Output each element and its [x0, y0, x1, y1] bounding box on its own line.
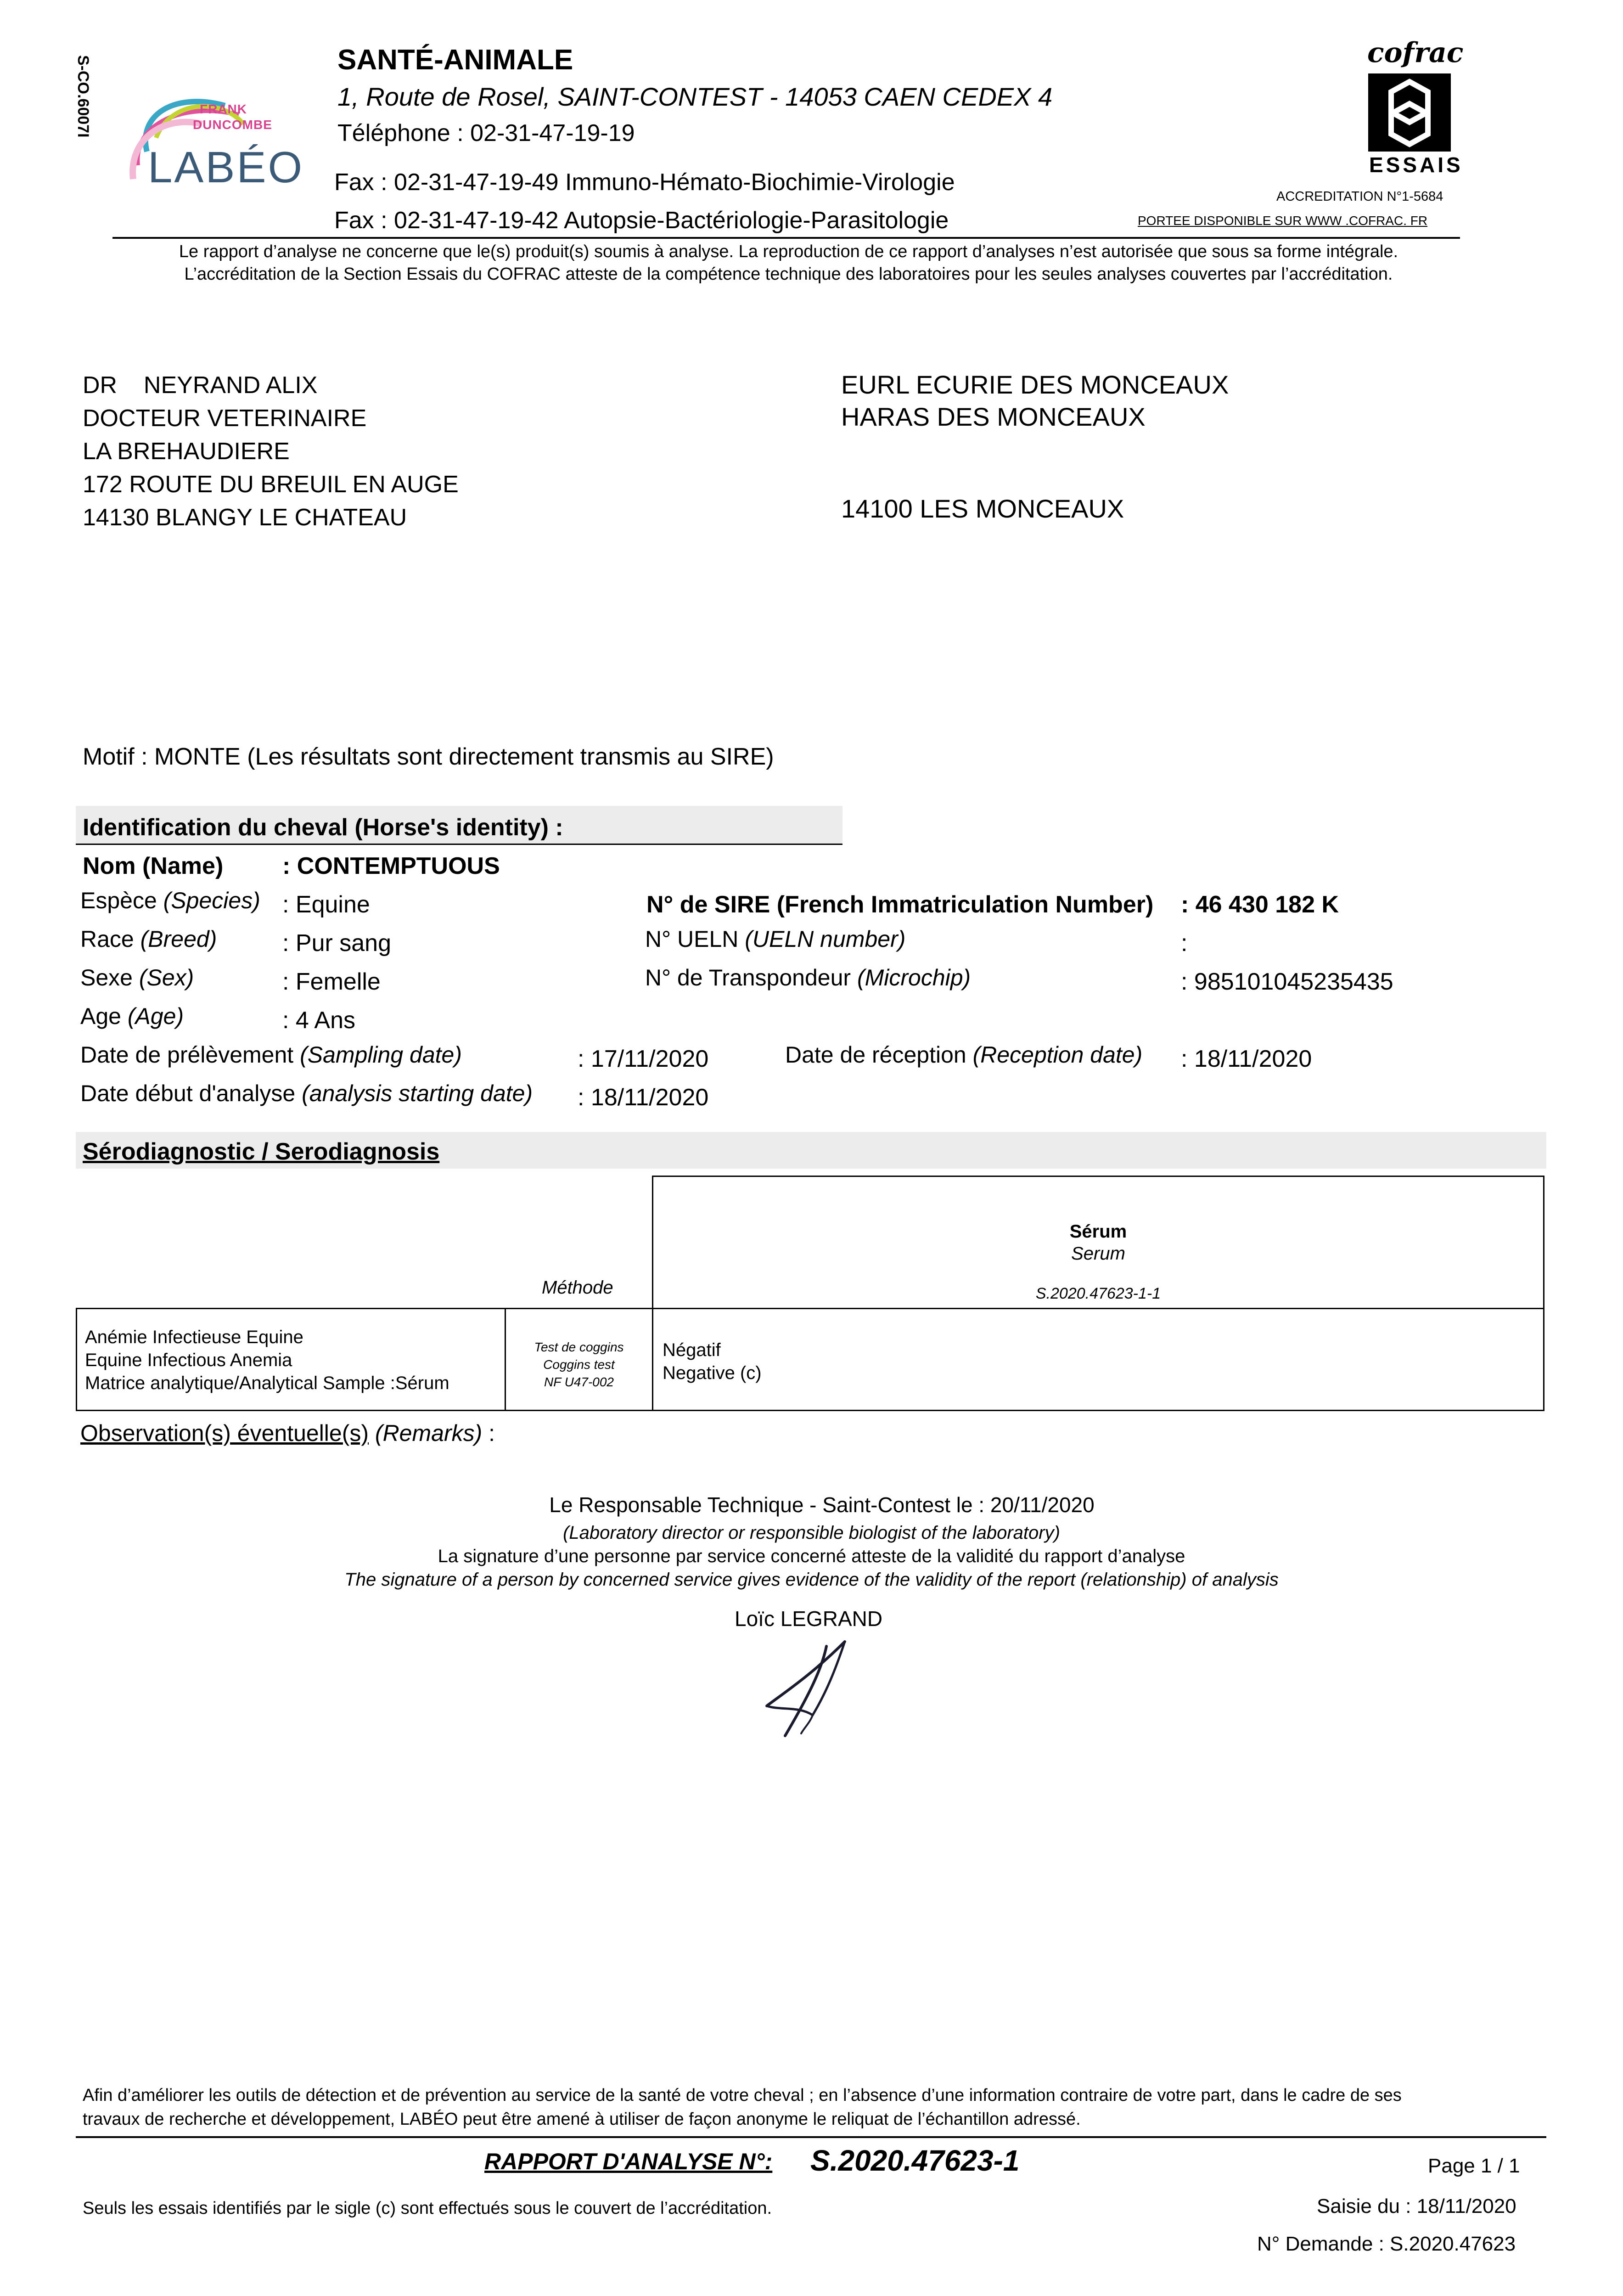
identification-heading: Identification du cheval (Horse's identity) :	[83, 814, 563, 841]
lab-name: SANTÉ-ANIMALE	[337, 44, 573, 76]
analysis-date-label-en: (analysis starting date)	[302, 1080, 533, 1106]
analysis-date-label-fr: Date début d'analyse	[80, 1080, 302, 1106]
sender-line: 172 ROUTE DU BREUIL EN AUGE	[83, 471, 459, 498]
sampling-date-label	[80, 1041, 462, 1068]
sample-id: S.2020.47623-1-1	[1035, 1285, 1161, 1302]
method-name-fr: Test de coggins	[534, 1340, 624, 1354]
serum-header: Sérum	[1069, 1221, 1127, 1242]
breed-label	[80, 926, 217, 952]
accreditation-number: ACCREDITATION N°1-5684	[1276, 189, 1443, 204]
analysis-date-value: : 18/11/2020	[578, 1084, 709, 1111]
breed-label-en: (Breed)	[140, 926, 217, 952]
sender-line: LA BREHAUDIERE	[83, 438, 290, 465]
saisie-date: Saisie du : 18/11/2020	[1317, 2195, 1516, 2217]
method-header: Méthode	[542, 1277, 613, 1298]
sampling-date-label-en: (Sampling date)	[300, 1042, 462, 1068]
transponder-value: : 985101045235435	[1181, 968, 1393, 995]
result-fr: Négatif	[663, 1340, 721, 1360]
recipient-line: 14100 LES MONCEAUX	[841, 494, 1124, 523]
disclaimer-line-1: Le rapport d’analyse ne concerne que le(s) produit(s) soumis à analyse. La reproduction de ce rapport d’analyses n’est autorisée que sous sa forme intégrale.	[179, 242, 1398, 261]
remarks-colon: :	[482, 1420, 495, 1446]
sire-label: N° de SIRE (French Immatriculation Number)	[646, 891, 1154, 918]
cofrac-logo	[1359, 37, 1464, 179]
signature-responsible-en: (Laboratory director or responsible biologist of the laboratory)	[563, 1523, 1060, 1543]
remarks-label-en: (Remarks)	[369, 1420, 483, 1446]
reception-date-label-fr: Date de réception	[785, 1042, 973, 1068]
method-name-en: Coggins test	[543, 1357, 615, 1372]
transponder-label-fr: N° de Transpondeur	[645, 965, 857, 990]
sex-label	[80, 964, 194, 991]
sex-label-fr: Sexe	[80, 965, 139, 990]
analysis-name-en: Equine Infectious Anemia	[85, 1350, 292, 1370]
reception-date-label-en: (Reception date)	[972, 1042, 1143, 1068]
method-standard: NF U47-002	[544, 1375, 614, 1389]
disclaimer-line-2: L’accréditation de la Section Essais du COFRAC atteste de la compétence technique des laboratoires pour les seules analyses couvertes par l’accréditation.	[184, 264, 1393, 284]
sender-line: DR NEYRAND ALIX	[83, 372, 318, 399]
breed-value: : Pur sang	[282, 930, 392, 957]
signature-validity-en: The signature of a person by concerned service gives evidence of the validity of the report (relationship) of analysis	[344, 1570, 1279, 1590]
analysis-name-fr: Anémie Infectieuse Equine	[85, 1327, 303, 1347]
sampling-date-value: : 17/11/2020	[578, 1046, 709, 1072]
remarks-label: Observation(s) éventuelle(s)	[80, 1420, 369, 1446]
analysis-matrix: Matrice analytique/Analytical Sample :Sérum	[85, 1373, 449, 1393]
report-number: S.2020.47623-1	[810, 2144, 1020, 2177]
sex-label-en: (Sex)	[139, 965, 194, 990]
identification-header-underline	[76, 844, 842, 845]
recipient-line: HARAS DES MONCEAUX	[841, 402, 1146, 431]
cofrac-word: cofrac	[1367, 37, 1464, 69]
recipient-line: EURL ECURIE DES MONCEAUX	[841, 370, 1229, 399]
cofrac-portee-link[interactable]: PORTEE DISPONIBLE SUR WWW .COFRAC. FR	[1138, 214, 1428, 228]
footer-notice-line-2: travaux de recherche et développement, LABÉO peut être amené à utiliser de façon anonyme le reliquat de l’échantillon adressé.	[83, 2110, 1081, 2129]
signatory-name: Loïc LEGRAND	[735, 1607, 883, 1631]
reception-date-label	[785, 1041, 1142, 1068]
analysis-date-label	[80, 1080, 533, 1107]
lab-fax-1: Fax : 02-31-47-19-49 Immuno-Hémato-Biochimie-Virologie	[334, 169, 955, 196]
accreditation-note: Seuls les essais identifiés par le sigle (c) sont effectués sous le couvert de l’accréditation.	[83, 2199, 772, 2218]
species-label-fr: Espèce	[80, 888, 163, 913]
demande-number: N° Demande : S.2020.47623	[1257, 2233, 1516, 2255]
header-divider	[112, 237, 1460, 239]
lab-telephone: Téléphone : 02-31-47-19-19	[337, 120, 635, 146]
serodiagnostic-heading: Sérodiagnostic / Serodiagnosis	[83, 1138, 440, 1165]
breed-label-fr: Race	[80, 926, 140, 952]
signature-validity-fr: La signature d’une personne par service concerné atteste de la validité du rapport d’analyse	[438, 1546, 1185, 1566]
sex-value: : Femelle	[282, 968, 381, 995]
page-number: Page 1 / 1	[1428, 2155, 1520, 2177]
reception-date-value: : 18/11/2020	[1181, 1046, 1312, 1072]
ueln-label-en: (UELN number)	[745, 926, 906, 952]
result-en: Negative (c)	[663, 1363, 762, 1383]
footer-notice-line-1: Afin d’améliorer les outils de détection et de prévention au service de la santé de votre cheval ; en l’absence d’une information contraire de votre part, dans le cadre de ses	[83, 2086, 1402, 2105]
name-label: Nom (Name)	[83, 853, 224, 879]
species-label	[80, 887, 260, 914]
sender-line: DOCTEUR VETERINAIRE	[83, 405, 367, 432]
logo-name: LABÉO	[148, 143, 304, 192]
recipient-address	[841, 369, 1229, 433]
results-table	[76, 1176, 1543, 1411]
sampling-date-label-fr: Date de prélèvement	[80, 1042, 300, 1068]
age-label-en: (Age)	[127, 1003, 184, 1029]
logo-brand-line1: FRANK	[200, 102, 247, 116]
age-value: : 4 Ans	[282, 1007, 355, 1034]
sender-line: 14130 BLANGY LE CHATEAU	[83, 504, 407, 531]
name-value: : CONTEMPTUOUS	[282, 853, 500, 879]
serum-header-en: Serum	[1071, 1244, 1125, 1264]
sire-value: : 46 430 182 K	[1181, 891, 1339, 918]
ueln-label	[645, 926, 905, 952]
remarks	[80, 1420, 495, 1446]
lab-fax-2: Fax : 02-31-47-19-42 Autopsie-Bactériologie-Parasitologie	[334, 207, 949, 234]
lab-address: 1, Route de Rosel, SAINT-CONTEST - 14053 CAEN CEDEX 4	[337, 82, 1053, 111]
species-value: : Equine	[282, 891, 370, 918]
handwritten-signature	[758, 1637, 877, 1747]
labeo-logo	[119, 73, 321, 197]
ueln-value: :	[1181, 930, 1188, 957]
sender-address	[83, 369, 459, 534]
motif: Motif : MONTE (Les résultats sont directement transmis au SIRE)	[83, 743, 774, 770]
footer-divider	[76, 2136, 1546, 2138]
cofrac-emblem-icon	[1359, 73, 1460, 152]
ueln-label-fr: N° UELN	[645, 926, 745, 952]
table-body-box	[76, 1308, 1544, 1411]
table-col-rule-2	[652, 1308, 653, 1411]
signature-responsible: Le Responsable Technique - Saint-Contest le : 20/11/2020	[549, 1493, 1095, 1517]
transponder-label-en: (Microchip)	[857, 965, 971, 990]
logo-brand-line2: DUNCOMBE	[193, 118, 272, 132]
age-label-fr: Age	[80, 1003, 128, 1029]
age-label	[80, 1003, 184, 1030]
species-label-en: (Species)	[163, 888, 260, 913]
document-code: S-CO.6007I	[74, 55, 92, 138]
report-label: RAPPORT D'ANALYSE N°:	[484, 2149, 773, 2174]
cofrac-essais: ESSAIS	[1369, 153, 1463, 177]
transponder-label	[645, 964, 971, 991]
